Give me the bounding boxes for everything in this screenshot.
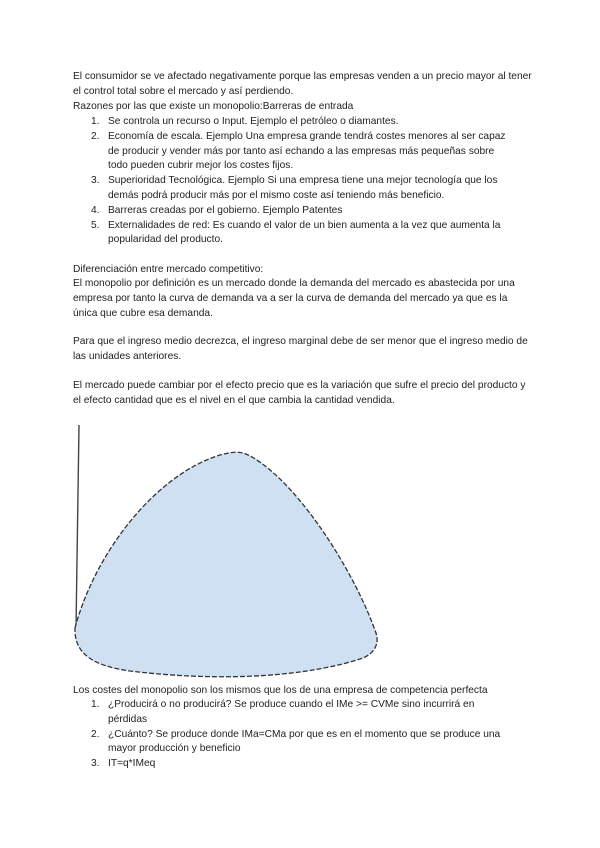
demand-curve-diagram — [70, 423, 380, 685]
paragraph-monopoly-costs: Los costes del monopolio son los mismos que los de una empresa de competencia perfecta — [73, 685, 488, 696]
demand-region-shape — [75, 452, 377, 677]
paragraph-average-income: Para que el ingreso medio decrezca, el ingreso marginal debe de ser menor que el ingreso medio de las unidades anteriores. — [73, 336, 528, 362]
list-item: 1. Se controla un recurso o Input. Ejemplo el petróleo o diamantes. — [91, 116, 399, 127]
list-item: 1. ¿Producirá o no producirá? Se produce cuando el IMe >= CVMe sino incurrirá en pérdidas — [91, 699, 475, 725]
list-item: 2. ¿Cuánto? Se produce donde IMa=CMa por que es en el momento que se produce una mayor producción y beneficio — [91, 728, 501, 755]
barriers-list — [73, 115, 513, 248]
list-item: 5. Externalidades de red: Es cuando el valor de un bien aumenta a la vez que aumenta la popularidad del producto. — [91, 219, 501, 246]
paragraph-monopoly-definition: El monopolio por definición es un mercado donde la demanda del mercado es abastecida por una empresa por tanto la curva de demanda va a ser la curva de demanda del mercado ya que es la única que cubre esa demanda. — [73, 278, 515, 319]
paragraph-monopoly-reasons: Razones por las que existe un monopolio:Barreras de entrada — [73, 101, 354, 112]
list-item: 3. IT=q*IMeq — [91, 758, 156, 770]
production-list — [73, 698, 513, 772]
paragraph-competitive-difference: Diferenciación entre mercado competitivo: — [73, 264, 264, 275]
paragraph-market-change: El mercado puede cambiar por el efecto precio que es la variación que sufre el precio del producto y el efecto cantidad que es el nivel en el que cambia la cantidad vendida. — [73, 380, 526, 406]
list-item: 3. Superioridad Tecnológica. Ejemplo Si una empresa tiene una mejor tecnología que los demás podrá producir más por el mismo coste así teniendo más beneficio. — [91, 175, 498, 201]
list-item: 4. Barreras creadas por el gobierno. Ejemplo Patentes — [91, 204, 343, 216]
demand-figure — [70, 423, 380, 685]
y-axis — [76, 425, 79, 628]
paragraph-consumer-effect: El consumidor se ve afectado negativamente porque las empresas venden a un precio mayor al tener el control total sobre el mercado y así perdiendo. — [73, 71, 532, 97]
list-item: 2. Economía de escala. Ejemplo Una empresa grande tendrá costes menores al ser capaz de producir y vender más por tanto así echando a las empresas más pequeñas sobre todo pueden cubrir mejor los costes fijos. — [91, 130, 506, 172]
